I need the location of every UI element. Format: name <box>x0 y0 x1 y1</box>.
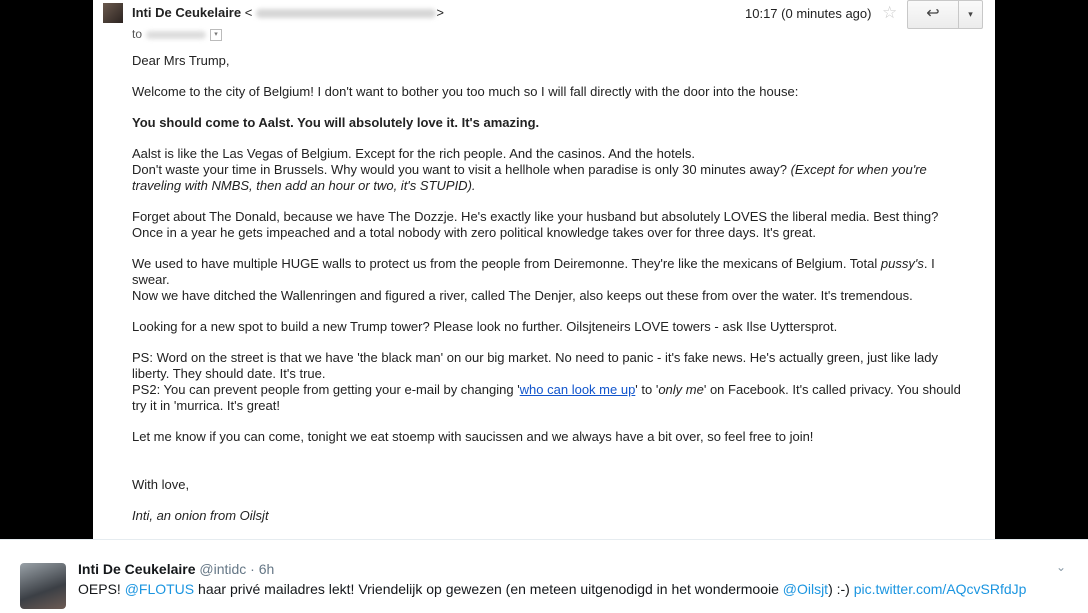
email-timestamp: 10:17 (0 minutes ago) <box>745 6 872 21</box>
paragraph-ps <box>132 350 967 414</box>
sender-email-close: > <box>436 5 444 20</box>
aalst-line: Aalst is like the Las Vegas of Belgium. Except for the rich people. And the casinos. And the hotels. <box>132 146 695 161</box>
ps2-text-b: ' to ' <box>635 382 659 397</box>
chevron-down-icon: ▾ <box>968 9 973 19</box>
pic-link[interactable]: pic.twitter.com/AQcvSRfdJp <box>853 581 1027 597</box>
signature-text: Inti, an onion from Oilsjt <box>132 508 269 523</box>
greeting: Dear Mrs Trump, <box>132 53 230 68</box>
to-label: to <box>132 27 143 41</box>
redacted-recipient <box>146 31 206 39</box>
walls-end: . I swear. <box>132 256 935 287</box>
nmbs-aside: (Except for when you're traveling with NMBS, then add an hour or two, it's STUPID). <box>132 162 927 193</box>
sender-name[interactable]: Inti De Ceukelaire <box>132 5 242 20</box>
tweet-avatar[interactable] <box>20 563 66 609</box>
reply-button[interactable] <box>908 1 959 28</box>
paragraph-invite: Let me know if you can come, tonight we eat stoemp with saucissen and we always have a bit over, so feel free to join! <box>132 429 814 444</box>
tweet-text-b: haar privé mailadres lekt! Vriendelijk op gewezen (en meteen uitgenodigd in het wondermooie <box>194 581 783 597</box>
signature <box>132 508 967 524</box>
star-icon[interactable]: ☆ <box>882 3 898 22</box>
sender-avatar[interactable] <box>103 3 123 23</box>
only-me-italic: only me <box>658 382 704 397</box>
mention-oilsjt[interactable]: @Oilsjt <box>782 581 829 597</box>
tweet-author-name[interactable]: Inti De Ceukelaire <box>78 561 196 577</box>
ps-line: PS: Word on the street is that we have 'the black man' on our big market. No need to panic - it's fake news. He's actually green, just like lady liberty. They should date. It's true. <box>132 350 938 381</box>
redacted-email <box>256 9 436 18</box>
ps2-text-c: ' on Facebook. It's called privacy. You should try it in 'murrica. It's great! <box>132 382 961 413</box>
facebook-privacy-link[interactable]: who can look me up <box>519 382 636 397</box>
email-body <box>132 53 967 539</box>
brussels-line: Don't waste your time in Brussels. Why would you want to visit a hellhole when paradise is only 30 minutes away? <box>132 162 791 177</box>
walls-text: We used to have multiple HUGE walls to protect us from the people from Deiremonne. They're like the mexicans of Belgium. Total <box>132 256 881 271</box>
sender-line <box>132 5 444 20</box>
reply-icon: ↩ <box>926 5 940 22</box>
mention-flotus[interactable]: @FLOTUS <box>124 581 195 597</box>
paragraph-welcome: Welcome to the city of Belgium! I don't want to bother you too much so I will fall directly with the door into the house: <box>132 84 799 99</box>
tweet-text-a: OEPS! <box>78 581 125 597</box>
river-line: Now we have ditched the Wallenringen and figured a river, called The Denjer, also keeps out these from over the water. It's tremendous. <box>132 288 913 303</box>
recipient-line <box>132 27 222 41</box>
tweet[interactable] <box>0 539 1088 613</box>
ps2-text: PS2: You can prevent people from getting your e-mail by changing ' <box>132 382 520 397</box>
paragraph-dozzje: Forget about The Donald, because we have The Dozzje. He's exactly like your husband but absolutely LOVES the liberal media. Best thing? Once in a year he gets impeached and a total nobody with zero political knowledge takes over for three days. It's great. <box>132 209 939 240</box>
details-dropdown-icon[interactable]: ▾ <box>210 29 222 41</box>
reply-button-group <box>907 0 983 29</box>
tweet-text <box>78 581 1026 597</box>
email-header <box>93 0 995 44</box>
chevron-down-icon[interactable]: ⌄ <box>1056 560 1067 574</box>
paragraph-tower: Looking for a new spot to build a new Trump tower? Please look no further. Oilsjteneirs LOVE towers - ask Ilse Uyttersprot. <box>132 319 838 334</box>
tweet-separator: · <box>246 561 259 577</box>
tweet-header <box>78 561 274 577</box>
email-view <box>93 0 995 539</box>
closing: With love, <box>132 477 190 492</box>
paragraph-headline <box>132 115 967 131</box>
paragraph-walls <box>132 256 967 304</box>
headline-text: You should come to Aalst. You will absolutely love it. It's amazing. <box>132 115 540 130</box>
tweet-author-handle[interactable]: @intidc <box>199 561 247 577</box>
sender-email-open: < <box>244 5 253 20</box>
walls-italic: pussy's <box>880 256 924 271</box>
tweet-text-c: ) :-) <box>828 581 854 597</box>
paragraph-aalst <box>132 146 967 194</box>
more-options-button[interactable] <box>959 1 982 28</box>
tweet-time[interactable]: 6h <box>258 561 275 577</box>
